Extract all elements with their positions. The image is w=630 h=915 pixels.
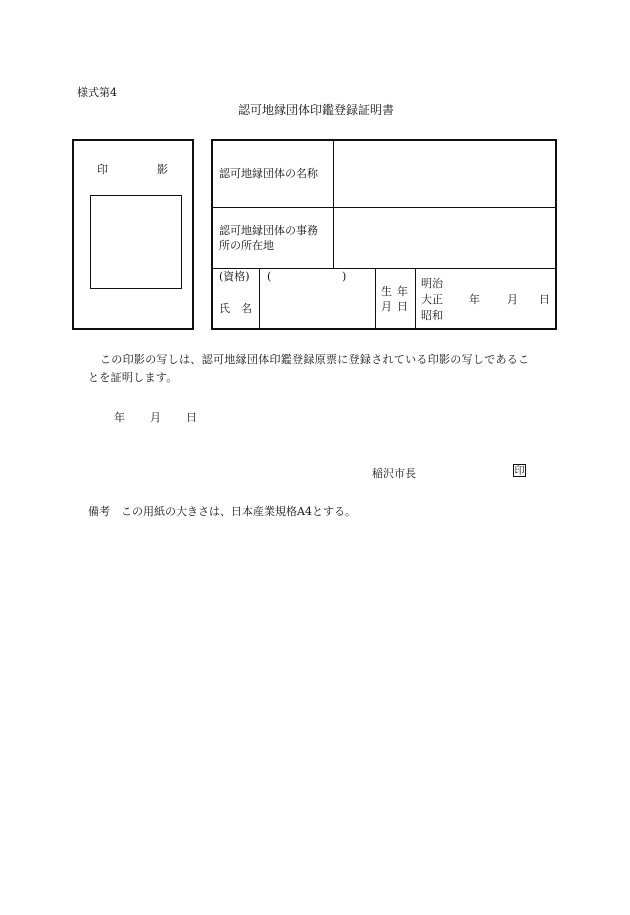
era-showa: 昭和 — [421, 309, 443, 322]
info-table — [211, 139, 557, 330]
office-address-label-line1: 認可地縁団体の事務 — [219, 224, 318, 237]
issue-date-month: 月 — [150, 411, 161, 424]
remarks-note: 備考 この用紙の大きさは、日本産業規格A4とする。 — [88, 505, 356, 518]
birth-date-day: 日 — [539, 293, 550, 306]
era-taisho: 大正 — [421, 293, 443, 306]
qualification-paren-open: ( — [267, 270, 272, 283]
birth-date-field[interactable] — [416, 269, 555, 328]
birth-label-hi: 日 — [397, 300, 408, 313]
office-address-label-line2: 所の所在地 — [219, 239, 274, 252]
issuer-title: 稲沢市長 — [372, 467, 416, 480]
office-address-field[interactable] — [334, 208, 555, 268]
birth-date-month: 月 — [507, 293, 518, 306]
document-title: 認可地縁団体印鑑登録証明書 — [238, 103, 395, 117]
seal-impression-box — [72, 139, 194, 330]
era-meiji: 明治 — [421, 277, 443, 290]
person-name-label: 氏 名 — [219, 302, 252, 315]
seal-impression-frame — [90, 195, 182, 289]
birth-label-divider-left — [375, 268, 376, 328]
qualification-paren-close: ) — [342, 270, 347, 283]
seal-label-left: 印 — [97, 163, 108, 176]
issue-date-day: 日 — [186, 411, 197, 424]
seal-label-right: 影 — [157, 163, 168, 176]
official-seal-mark: 印 — [514, 466, 525, 477]
issue-date-year: 年 — [114, 411, 125, 424]
form-number: 様式第4 — [77, 86, 117, 99]
birth-label-nen: 年 — [397, 285, 408, 298]
birth-date-year: 年 — [469, 293, 480, 306]
person-name-field[interactable] — [260, 269, 374, 328]
certification-text-line2: とを証明します。 — [88, 371, 178, 384]
qualification-label: (資格) — [219, 270, 250, 283]
birth-label-sei: 生 — [381, 285, 392, 298]
certification-text-line1: この印影の写しは、認可地縁団体印鑑登録原票に登録されている印影の写しであるこ — [100, 353, 530, 366]
group-name-label: 認可地縁団体の名称 — [219, 167, 318, 180]
birth-label-tsuki: 月 — [381, 300, 392, 313]
group-name-field[interactable] — [334, 141, 555, 207]
